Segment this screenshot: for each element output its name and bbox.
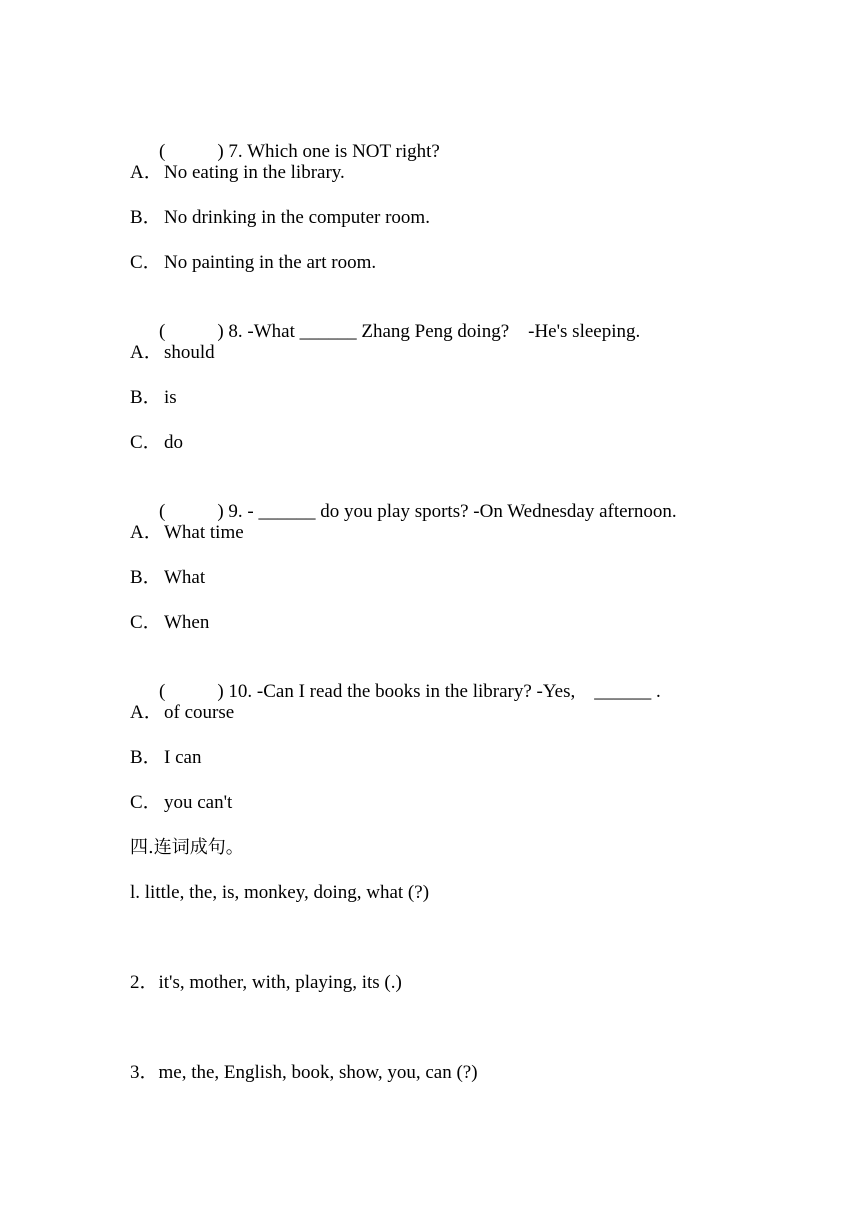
option-text: What [164, 567, 206, 588]
option-letter: B． [130, 207, 162, 228]
option-letter: A． [130, 342, 163, 363]
answer-blank-close: ) [217, 501, 224, 522]
option-letter: B． [130, 567, 162, 588]
option-letter: B． [130, 747, 162, 768]
option-text: No eating in the library. [164, 162, 345, 183]
question-text: 8. -What ______ Zhang Peng doing? -He's sleeping. [223, 321, 641, 342]
option-c [130, 611, 209, 635]
option-letter: C． [130, 252, 162, 273]
answer-blank-close: ) [217, 141, 224, 162]
option-a [130, 521, 244, 545]
answer-blank-open: ( [159, 141, 166, 162]
answer-blank-close: ) [217, 321, 224, 342]
answer-blank-close: ) [217, 681, 224, 702]
option-text: do [164, 432, 183, 453]
question-text: 9. - ______ do you play sports? -On Wednesday afternoon. [223, 501, 677, 522]
option-letter: C． [130, 792, 162, 813]
option-c [130, 251, 376, 275]
option-text: of course [164, 702, 235, 723]
question-text: 10. -Can I read the books in the library? -Yes, ______ . [223, 681, 661, 702]
option-letter: A． [130, 522, 163, 543]
answer-blank-open: ( [159, 501, 166, 522]
option-text: I can [164, 747, 202, 768]
option-a [130, 161, 345, 185]
option-c [130, 431, 183, 455]
sentence-item-1: l. little, the, is, monkey, doing, what (?) [130, 882, 430, 903]
option-letter: A． [130, 162, 163, 183]
option-text: is [164, 387, 177, 408]
option-text: No drinking in the computer room. [164, 207, 430, 228]
option-text: you can't [164, 792, 233, 813]
option-letter: C． [130, 612, 162, 633]
option-a [130, 701, 234, 725]
option-letter: A． [130, 702, 163, 723]
option-text: What time [164, 522, 244, 543]
option-text: When [164, 612, 210, 633]
sentence-item-3: 3．me, the, English, book, show, you, can (?) [130, 1062, 478, 1083]
option-letter: B． [130, 387, 162, 408]
option-letter: C． [130, 432, 162, 453]
section-heading: 四.连词成句。 [130, 837, 244, 858]
option-b [130, 386, 177, 410]
option-b [130, 746, 201, 770]
answer-blank-open: ( [159, 321, 166, 342]
answer-blank-open: ( [159, 681, 166, 702]
option-b [130, 206, 430, 230]
sentence-item-2: 2．it's, mother, with, playing, its (.) [130, 972, 402, 993]
option-c [130, 791, 232, 815]
option-text: No painting in the art room. [164, 252, 377, 273]
option-text: should [164, 342, 215, 363]
option-b [130, 566, 205, 590]
question-8 [140, 296, 640, 368]
option-a [130, 341, 215, 365]
question-text: 7. Which one is NOT right? [223, 141, 440, 162]
